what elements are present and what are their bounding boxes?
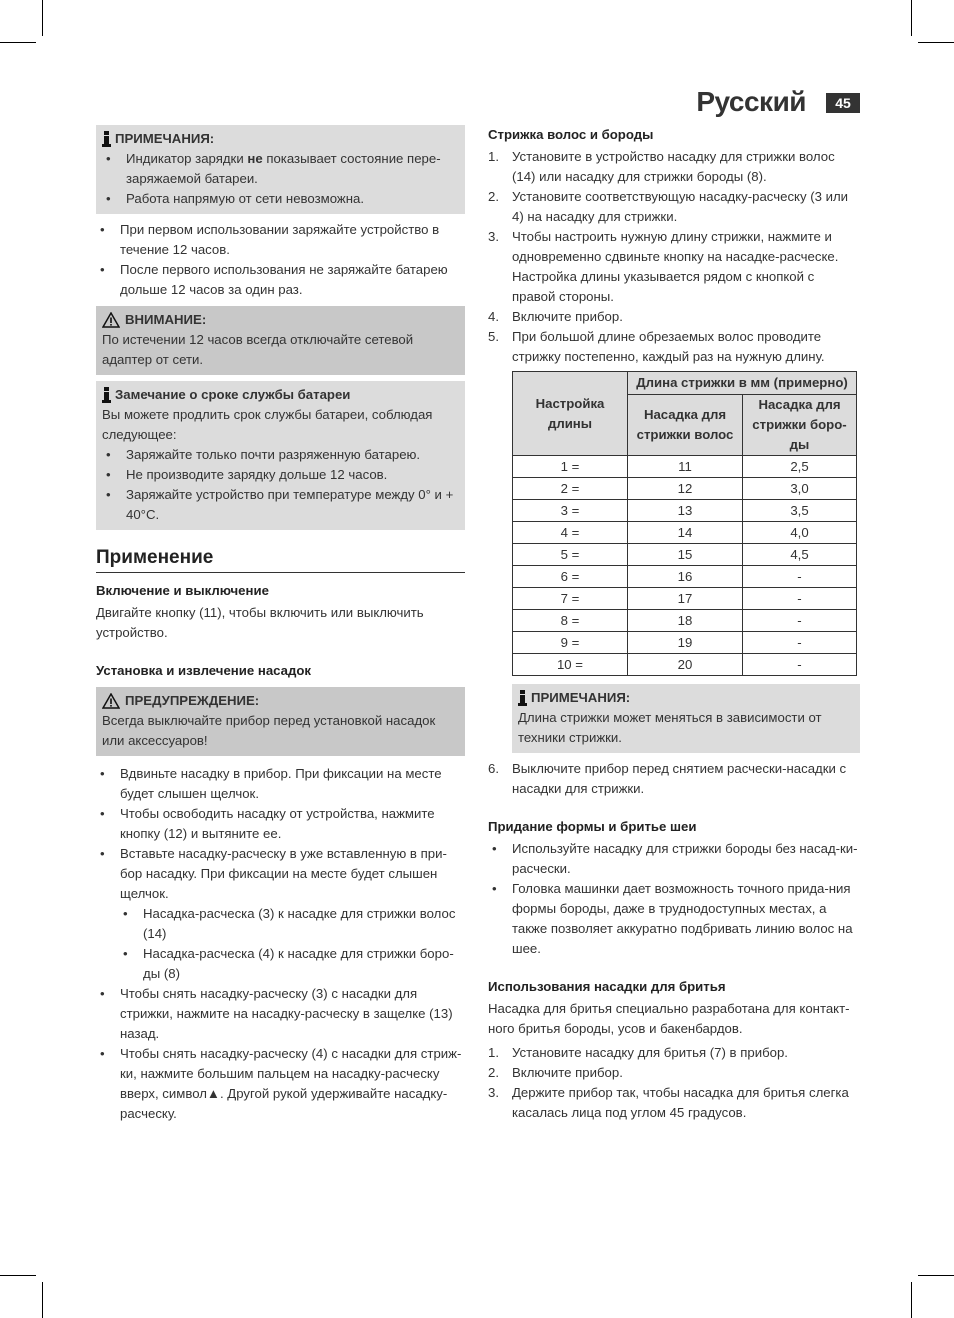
crop-mark: [0, 1275, 36, 1276]
length-table: [512, 371, 857, 676]
info-icon: [102, 387, 111, 403]
note-heading: [518, 688, 854, 708]
warning-triangle-icon: [102, 693, 120, 709]
list-item: • Чтобы освободить насадку от устройства, нажмите кнопку (12) и вытяните ее.: [96, 804, 465, 844]
battery-note-heading: [102, 385, 459, 405]
table-cell: 2 =: [513, 478, 628, 500]
step-item: 1. Установите в устройство насадку для стрижки волос (14) или насадку для стрижки бороды (8).: [488, 149, 835, 184]
list-item: • Чтобы снять насадку-расческу (4) с насадки для стриж-ки, нажмите большим пальцем на насадку-расческу вверх, символ▲. Другой рукой удерживайте насадку-расческу.: [96, 1044, 465, 1124]
table-cell: 2,5: [743, 456, 857, 478]
table-cell: 3 =: [513, 500, 628, 522]
step-item: 5. При большой длине обрезаемых волос проводите стрижку постепенно, каждый раз на нужную длину.: [488, 329, 825, 364]
table-row: [513, 654, 857, 676]
note-text: Длина стрижки может меняться в зависимости от техники стрижки.: [518, 710, 822, 745]
caution-text: По истечении 12 часов всегда отключайте сетевой адаптер от сети.: [102, 332, 414, 367]
subsection-title: Включение и выключение: [96, 583, 269, 598]
table-cell: 6 =: [513, 566, 628, 588]
warning-heading: [102, 691, 459, 711]
battery-note-intro: Вы можете продлить срок службы батареи, соблюдая следующее:: [102, 407, 433, 442]
caution-title: ВНИМАНИЕ:: [125, 312, 207, 327]
crop-mark: [918, 1275, 954, 1276]
paragraph: Двигайте кнопку (11), чтобы включить или выключить устройство.: [96, 605, 424, 640]
crop-mark: [42, 0, 43, 36]
table-cell: -: [743, 588, 857, 610]
warning-title: ПРЕДУПРЕЖДЕНИЕ:: [125, 693, 260, 708]
list-item: • Чтобы снять насадку-расческу (3) с насадки для стрижки, нажмите на насадку-расческу в защелке (13) назад.: [96, 984, 465, 1044]
crop-mark: [0, 42, 36, 43]
table-row: [513, 566, 857, 588]
crop-mark: [911, 1282, 912, 1318]
paragraph: Насадка для бритья специально разработана для контакт-ного бритья бороды, усов и бакенбардов.: [488, 1001, 850, 1036]
list-item: • Работа напрямую от сети невозможна.: [102, 189, 459, 209]
table-cell: 12: [628, 478, 743, 500]
table-cell: 9 =: [513, 632, 628, 654]
table-cell: -: [743, 610, 857, 632]
table-row: [513, 632, 857, 654]
list-item: • Не производите зарядку дольше 12 часов.: [102, 465, 459, 485]
crop-mark: [918, 42, 954, 43]
table-row: [513, 500, 857, 522]
table-cell: 20: [628, 654, 743, 676]
list-item: • Вставьте насадку-расческу в уже вставленную в при-бор насадку. При фиксации на месте будет слышен щелчок.: [96, 844, 465, 904]
table-cell: 14: [628, 522, 743, 544]
list-item: • После первого использования не заряжайте батарею дольше 12 часов за один раз.: [96, 260, 465, 300]
table-row: [513, 478, 857, 500]
table-cell: 15: [628, 544, 743, 566]
subsection-title: Стрижка волос и бороды: [488, 127, 654, 142]
list-item: • Головка машинки дает возможность точного прида-ния формы бороды, даже в труднодоступных местах, а также позволяет аккуратно подбривать линию волос на шее.: [488, 879, 860, 959]
note-title: ПРИМЕЧАНИЯ:: [531, 690, 631, 705]
table-cell: 5 =: [513, 544, 628, 566]
list-item: • Используйте насадку для стрижки бороды без насад-ки-расчески.: [488, 839, 860, 879]
table-cell: 4 =: [513, 522, 628, 544]
left-column: [96, 125, 465, 1124]
table-cell: 16: [628, 566, 743, 588]
battery-note-box: [96, 381, 465, 530]
table-cell: -: [743, 566, 857, 588]
table-cell: 4,5: [743, 544, 857, 566]
subsection-title: Использования насадки для бритья: [488, 979, 726, 994]
caution-heading: [102, 310, 459, 330]
right-column: [488, 125, 860, 1123]
table-row: [513, 588, 857, 610]
table-cell: -: [743, 632, 857, 654]
battery-note-title: Замечание о сроке службы батареи: [115, 387, 351, 402]
warning-triangle-icon: [102, 312, 120, 328]
table-cell: 7 =: [513, 588, 628, 610]
table-cell: 8 =: [513, 610, 628, 632]
table-cell: 13: [628, 500, 743, 522]
table-cell: 11: [628, 456, 743, 478]
table-row: [513, 544, 857, 566]
section-title: Применение: [96, 548, 465, 573]
note-box: [512, 684, 860, 753]
info-icon: [102, 131, 111, 147]
table-header: Насадка для стрижки волос: [628, 395, 743, 456]
language-title: Русский: [696, 86, 806, 117]
step-item: 3. Держите прибор так, чтобы насадка для бритья слегка касалась лица под углом 45 градусов.: [488, 1085, 849, 1120]
table-header: Длина стрижки в мм (примерно): [628, 372, 857, 395]
table-cell: -: [743, 654, 857, 676]
step-item: 2. Установите соответствующую насадку-расческу (3 или 4) на насадку для стрижки.: [488, 189, 849, 224]
table-row: [513, 456, 857, 478]
warning-text: Всегда выключайте прибор перед установкой насадок или аксессуаров!: [102, 713, 436, 748]
table-row: [513, 522, 857, 544]
caution-box: [96, 306, 465, 375]
list-item: • Индикатор зарядки не показывает состояние пере-заряжаемой батареи.: [102, 149, 459, 189]
table-cell: 18: [628, 610, 743, 632]
page-number: 45: [826, 93, 860, 113]
table-body: [513, 456, 857, 676]
table-cell: 4,0: [743, 522, 857, 544]
step-item: 6. Выключите прибор перед снятием расчески-насадки с насадки для стрижки.: [488, 761, 847, 796]
table-cell: 19: [628, 632, 743, 654]
page-header: [696, 86, 860, 120]
step-item: 2. Включите прибор.: [488, 1065, 623, 1080]
step-item: 4. Включите прибор.: [488, 309, 623, 324]
table-cell: 10 =: [513, 654, 628, 676]
note-heading: [102, 129, 459, 149]
note-title: ПРИМЕЧАНИЯ:: [115, 131, 215, 146]
crop-mark: [42, 1282, 43, 1318]
list-item: • Вдвиньте насадку в прибор. При фиксации на месте будет слышен щелчок.: [96, 764, 465, 804]
table-row: [513, 610, 857, 632]
list-item: • Заряжайте устройство при температуре между 0° и + 40°C.: [102, 485, 459, 525]
table-cell: 1 =: [513, 456, 628, 478]
crop-mark: [911, 0, 912, 36]
info-icon: [518, 690, 527, 706]
table-cell: 17: [628, 588, 743, 610]
list-item: • При первом использовании заряжайте устройство в течение 12 часов.: [96, 220, 465, 260]
subsection-title: Придание формы и бритье шеи: [488, 819, 697, 834]
step-item: 3. Чтобы настроить нужную длину стрижки, нажмите и одновременно сдвиньте кнопку на насадке-расческе. Настройка длины указывается рядом с кнопкой с правой стороны.: [488, 229, 839, 304]
table-cell: 3,5: [743, 500, 857, 522]
note-box: [96, 125, 465, 214]
list-item: • Насадка-расческа (3) к насадке для стрижки волос (14): [96, 904, 465, 944]
table-header: Насадка для стрижки боро-ды: [743, 395, 857, 456]
step-item: 1. Установите насадку для бритья (7) в прибор.: [488, 1045, 788, 1060]
list-item: • Заряжайте только почти разряженную батарею.: [102, 445, 459, 465]
table-cell: 3,0: [743, 478, 857, 500]
warning-box: [96, 687, 465, 756]
list-item: • Насадка-расческа (4) к насадке для стрижки боро-ды (8): [96, 944, 465, 984]
subsection-title: Установка и извлечение насадок: [96, 663, 312, 678]
table-header: Настройка длины: [513, 372, 628, 456]
